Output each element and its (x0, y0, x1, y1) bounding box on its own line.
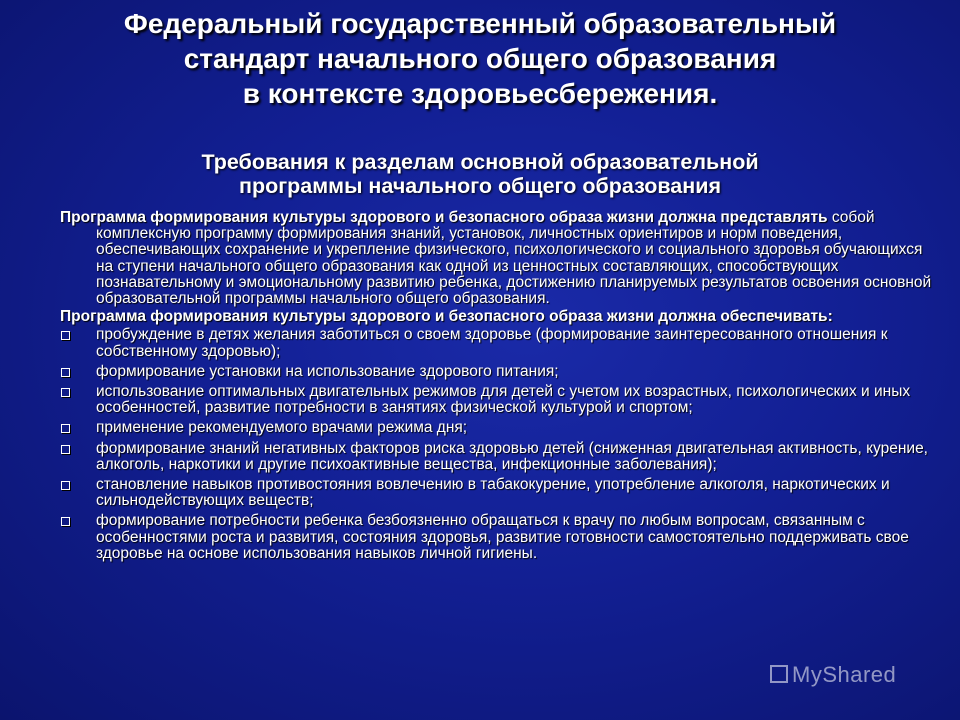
watermark-text: MyShared (792, 662, 897, 687)
subtitle-line: программы начального общего образования (238, 174, 722, 198)
hollow-square-icon (61, 388, 70, 397)
list-item (60, 441, 940, 473)
list-item (60, 513, 940, 562)
hollow-square-icon (61, 368, 70, 377)
slide-subtitle (40, 150, 920, 198)
title-line: стандарт начального общего образования (183, 43, 777, 74)
list-item (60, 420, 940, 436)
watermark-logo (770, 662, 896, 688)
slide-title (20, 6, 940, 111)
list-item (60, 384, 940, 416)
list-item (60, 364, 940, 380)
watermark-icon (770, 665, 788, 683)
list-item-text: формирование знаний негативных факторов риска здоровью детей (сниженная двигательная активность, курение, алкоголь, наркотики и другие психоактивные вещества, инфекционные заболевания); (96, 439, 928, 473)
hollow-square-icon (61, 445, 70, 454)
list-item-text: использование оптимальных двигательных режимов для детей с учетом их возрастных, психологических и иных особенностей, развитие потребности в занятиях физической культурой и спортом; (96, 383, 911, 417)
paragraph-text: собой комплексную программу формирования знаний, установок, личностных ориентиров и норм поведения, обеспечивающих сохранение и укрепление физического, психологического и социального здоровья обучающихся на ступени начального общего образования как одной из ценностных составляющих, способствующих познавательному и эмоциональному развитию ребенка, достижению планируемых результатов освоения основной образовательной программы начального общего образования. (96, 209, 932, 308)
title-line: Федеральный государственный образовательный (123, 8, 837, 39)
subtitle-line: Требования к разделам основной образовательной (201, 150, 759, 174)
slide-body (60, 210, 940, 566)
list-item (60, 327, 940, 359)
paragraph-bold-text: Программа формирования культуры здорового и безопасного образа жизни должна обеспечивать: (60, 308, 833, 326)
hollow-square-icon (61, 331, 70, 340)
list-item-text: формирование потребности ребенка безбоязненно обращаться к врачу по любым вопросам, связанным с особенностями роста и развития, состояния здоровья, развитие готовности самостоятельно поддерживать свое здоровье на основе использования навыков личной гигиены. (96, 512, 909, 562)
title-line: в контексте здоровьесбережения. (242, 78, 718, 109)
list-item-text: формирование установки на использование здорового питания; (96, 362, 559, 380)
paragraph-bold-text: Программа формирования культуры здорового и безопасного образа жизни должна представлять (60, 209, 828, 226)
bullet-list (60, 327, 940, 562)
hollow-square-icon (61, 517, 70, 526)
paragraph-program-ensure (60, 309, 940, 325)
list-item-text: становление навыков противостояния вовлечению в табакокурение, употребление алкоголя, наркотических и сильнодействующих веществ; (96, 476, 890, 510)
hollow-square-icon (61, 424, 70, 433)
list-item-text: применение рекомендуемого врачами режима дня; (96, 419, 468, 437)
paragraph-program-represent (60, 210, 940, 307)
hollow-square-icon (61, 481, 70, 490)
list-item (60, 477, 940, 509)
list-item-text: пробуждение в детях желания заботиться о своем здоровье (формирование заинтересованного отношения к собственному здоровью); (96, 326, 888, 360)
